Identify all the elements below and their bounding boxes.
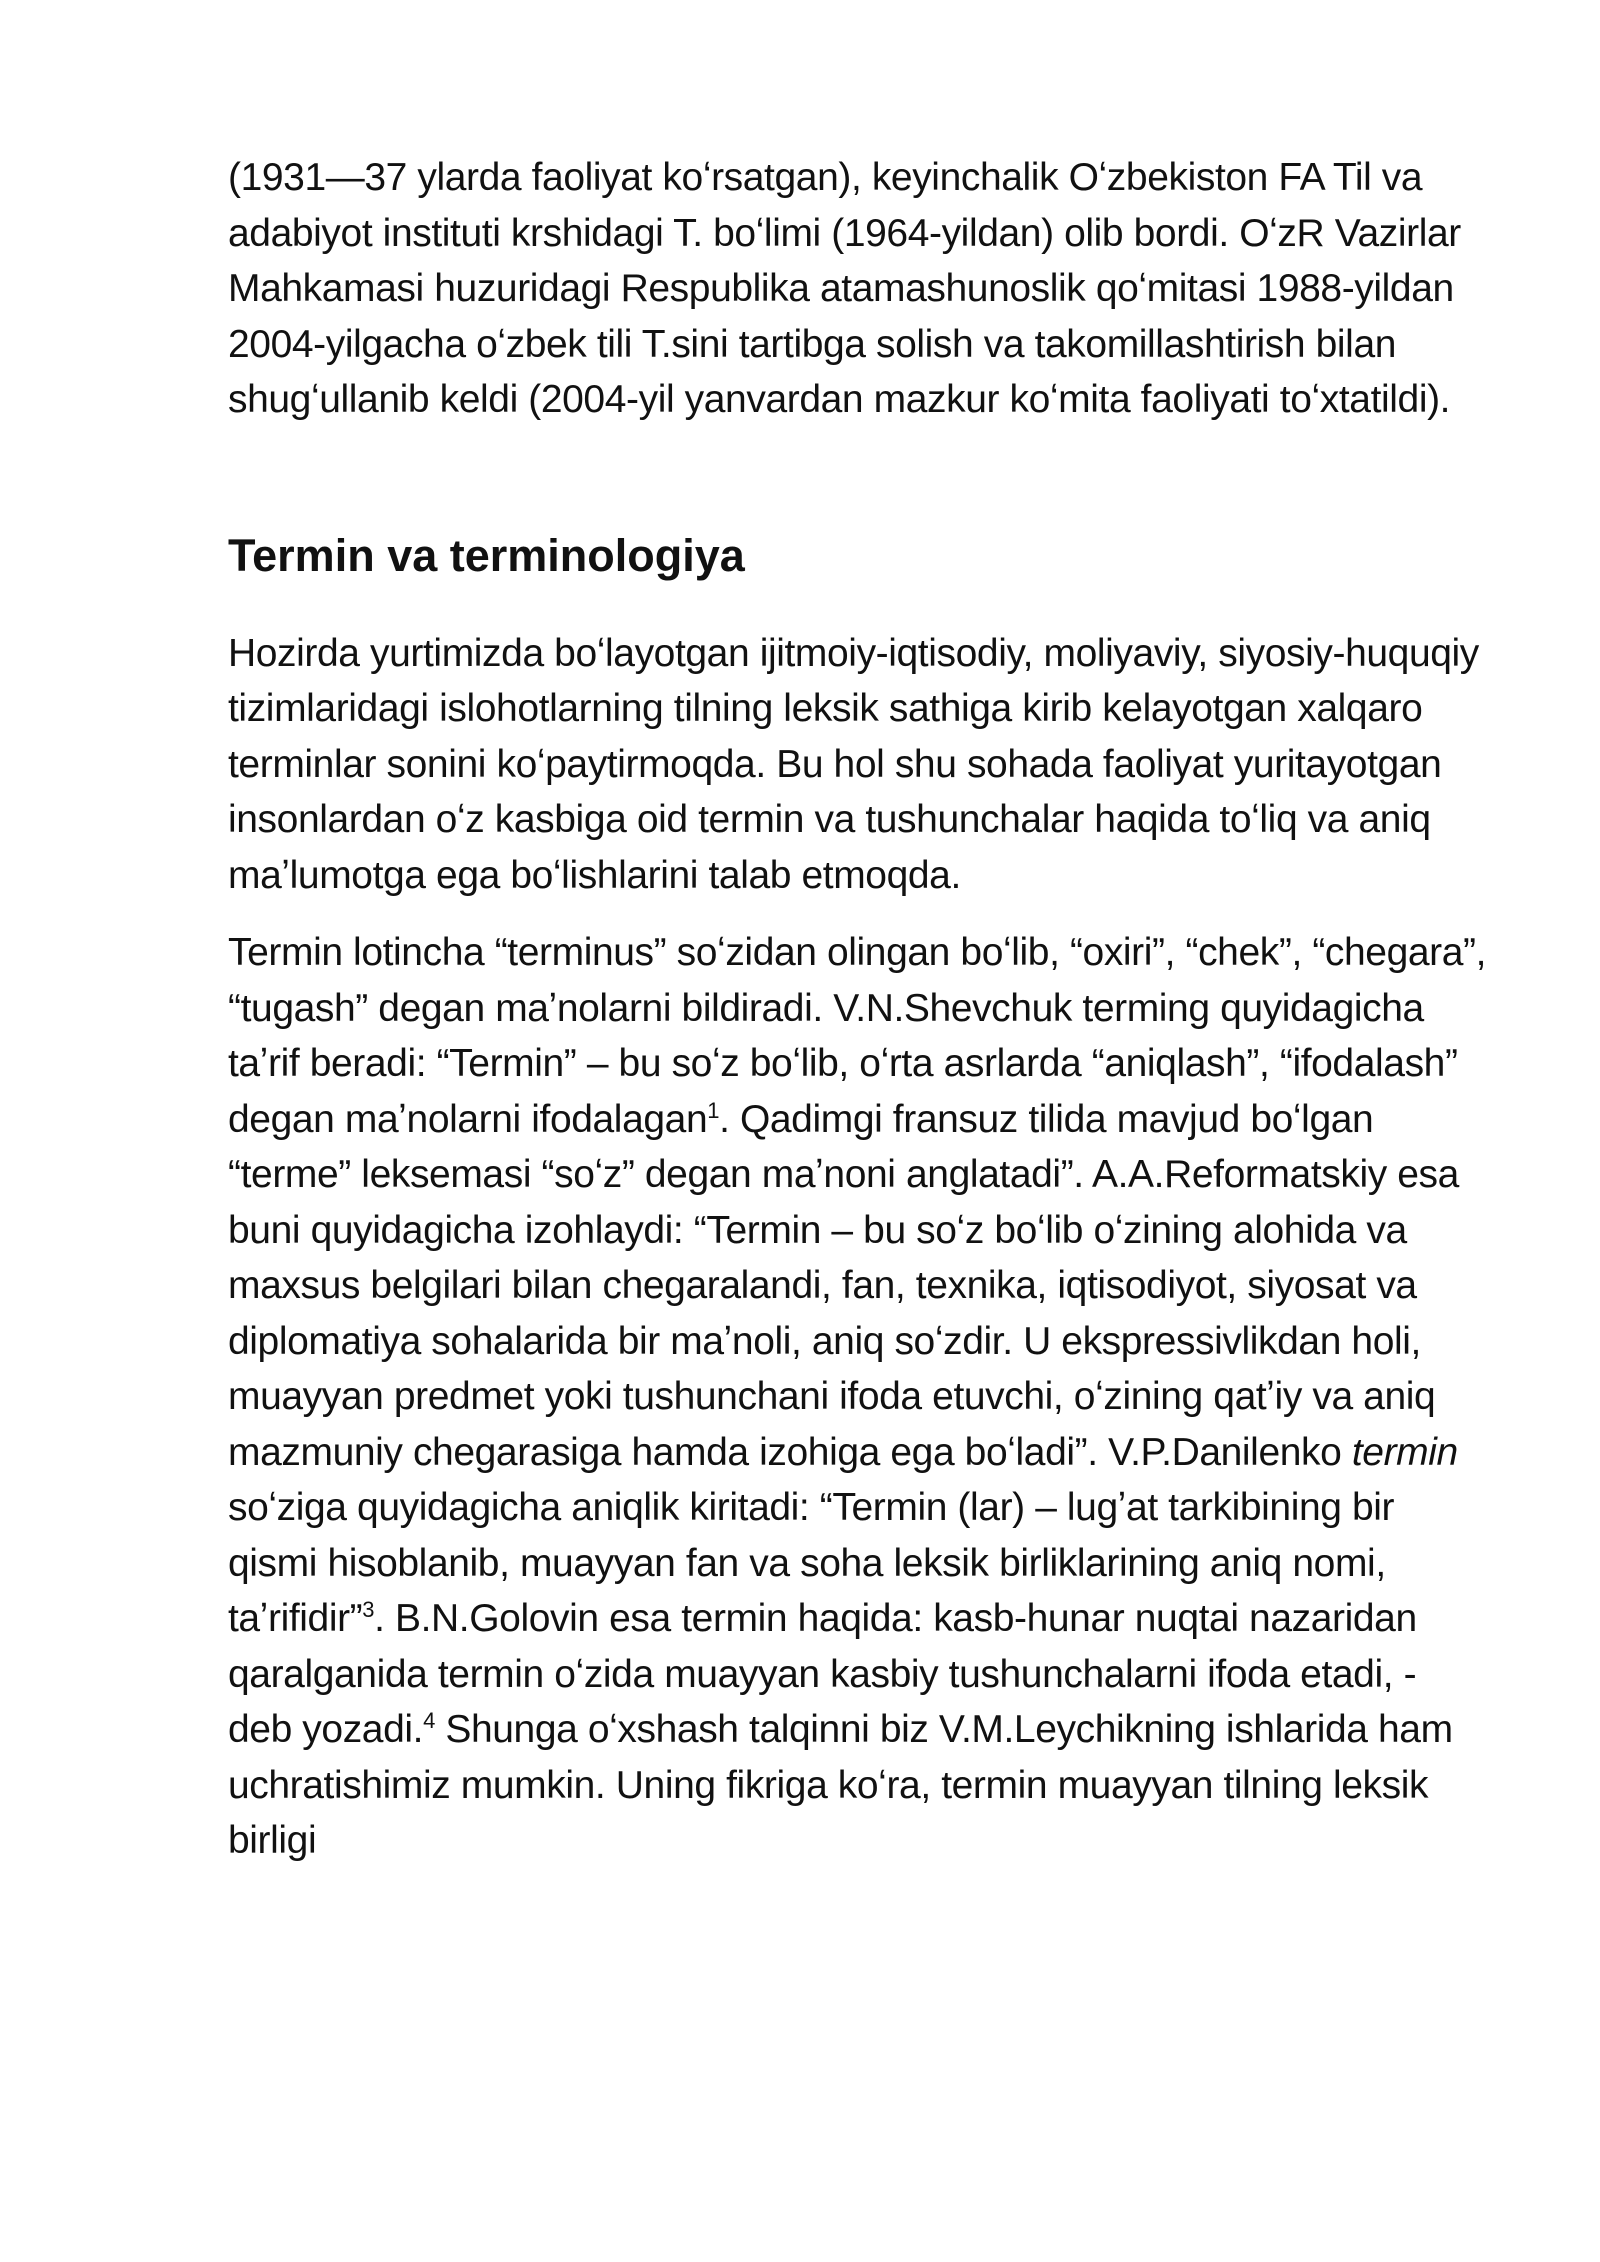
footnote-marker-4: 4: [423, 1708, 435, 1733]
paragraph-2-text-1: Termin lotincha “terminus” soʻzidan olingan boʻlib, “oxiri”, “chek”, “chegara”, “tugash” degan maʼnolarni bildiradi. V.N.Shevchuk terming quyidagicha taʼrif beradi: “Termin” – bu soʻz boʻlib, oʻrta asrlarda “aniqlash”, “ifodalash” degan maʼnolarni ifodalagan: [228, 931, 1487, 1141]
intro-paragraph: (1931—37 ylarda faoliyat koʻrsatgan), keyinchalik Oʻzbekiston FA Til va adabiyot instituti krshidagi T. boʻlimi (1964-yildan) olib bordi. OʻzR Vazirlar Mahkamasi huzuridagi Respublika atamashunoslik qoʻmitasi 1988-yildan 2004-yilgacha oʻzbek tili T.sini tartibga solish va takomillashtirish bilan shugʻullanib keldi (2004-yil yanvardan mazkur koʻmita faoliyati toʻxtatildi).: [228, 156, 1461, 421]
footnote-marker-1: 1: [707, 1097, 720, 1123]
document-page: [228, 150, 1490, 1869]
body-paragraph-2: [228, 925, 1490, 1869]
italic-term: termin: [1351, 1430, 1458, 1474]
footnote-marker-3: 3: [362, 1597, 375, 1622]
body-paragraph-1: Hozirda yurtimizda boʻlayotgan ijitmoiy-iqtisodiy, moliyaviy, siyosiy-huquqiy tizimlaridagi islohotlarning tilning leksik sathiga kirib kelayotgan xalqaro terminlar sonini koʻpaytirmoqda. Bu hol shu sohada faoliyat yuritayotgan insonlardan oʻz kasbiga oid termin va tushunchalar haqida toʻliq va aniq maʼlumotga ega boʻlishlarini talab etmoqda.: [228, 631, 1479, 897]
paragraph-2-text-5: Shunga oʻxshash talqinni biz V.M.Leychikning ishlarida ham uchratishimiz mumkin. Uning fikriga koʻra, termin muayyan tilning leksik birligi: [228, 1708, 1453, 1862]
paragraph-2-text-3: soʻziga quyidagicha aniqlik kiritadi: “Termin (lar) – lugʼat tarkibining bir qismi hisoblanib, muayyan fan va soha leksik birliklarining aniq nomi, taʼrifidir”: [228, 1486, 1395, 1640]
section-heading: Termin va terminologiya: [228, 529, 745, 581]
paragraph-2-text-4: . B.N.Golovin esa termin haqida: kasb-hunar nuqtai nazaridan qaralganida termin oʻzida muayyan kasbiy tushunchalarni ifoda etadi, - deb yozadi.: [228, 1597, 1417, 1751]
paragraph-2-text-2: . Qadimgi fransuz tilida mavjud boʻlgan “terme” leksemasi “soʻz” degan maʼnoni anglatadi”. A.A.Reformatskiy esa buni quyidagicha izohlaydi: “Termin – bu soʻz boʻlib oʻzining alohida va maxsus belgilari bilan chegaralandi, fan, texnika, iqtisodiyot, siyosat va diplomatiya sohalarida bir maʼnoli, aniq soʻzdir. U ekspressivlikdan holi, muayyan predmet yoki tushunchani ifoda etuvchi, oʻzining qatʼiy va aniq mazmuniy chegarasiga hamda izohiga ega boʻladi”. V.P.Danilenko: [228, 1097, 1459, 1474]
